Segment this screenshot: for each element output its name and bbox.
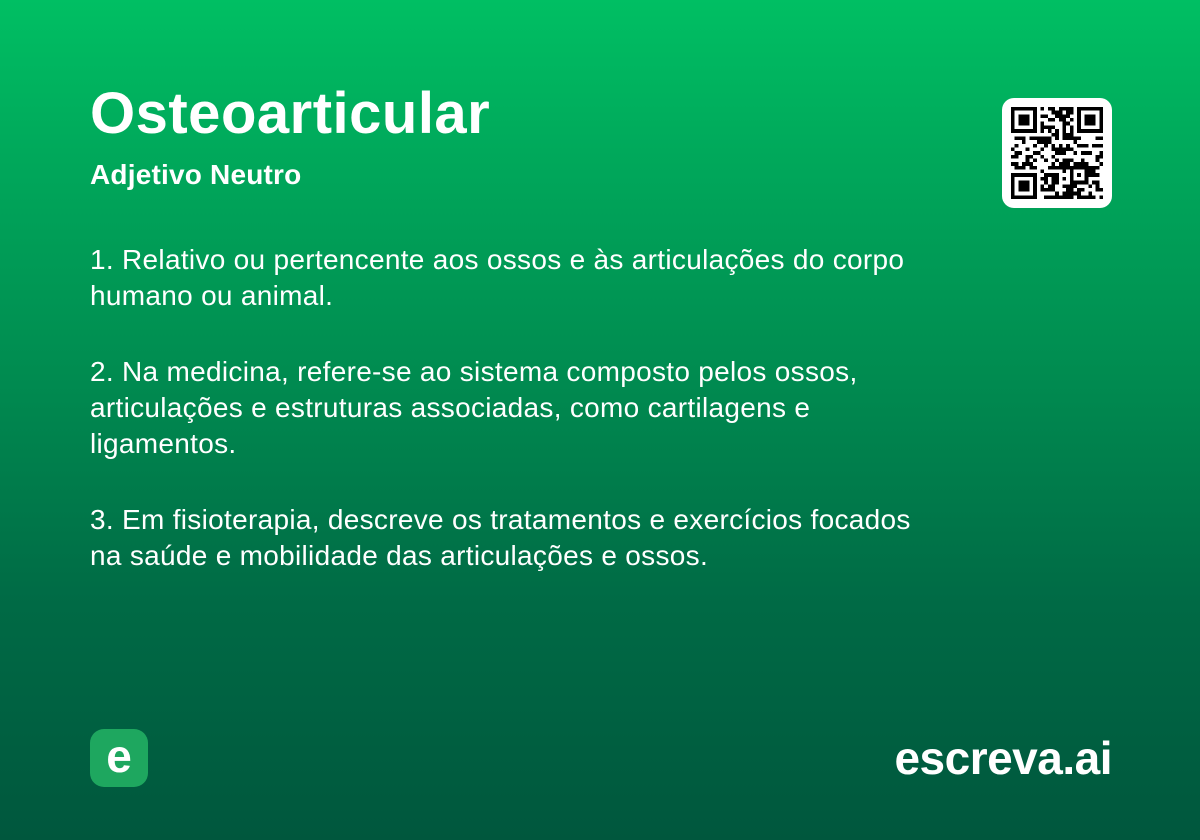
word-class-label: Adjetivo Neutro [90, 158, 302, 190]
definition-line: 3. Em fisioterapia, descreve os tratamentos e exercícios focados [90, 504, 911, 535]
title-block [90, 81, 491, 191]
page-title: Osteoarticular [90, 81, 491, 146]
definition-paragraph [90, 502, 1110, 574]
definition-line: 2. Na medicina, refere-se ao sistema composto pelos ossos, [90, 356, 858, 387]
footer [90, 728, 1112, 788]
brand-wordmark: escreva.ai [894, 732, 1112, 784]
definition-line: humano ou animal. [90, 280, 334, 311]
definition-line: na saúde e mobilidade das articulações e ossos. [90, 540, 709, 571]
definition-line: articulações e estruturas associadas, como cartilagens e [90, 392, 811, 423]
definitions-list [90, 242, 1110, 614]
definition-paragraph [90, 354, 1110, 462]
definition-line: ligamentos. [90, 428, 237, 459]
definition-paragraph [90, 242, 1110, 314]
qr-code-icon [1002, 98, 1112, 208]
definition-line: 1. Relativo ou pertencente aos ossos e às articulações do corpo [90, 244, 905, 275]
brand-logo-letter: e [106, 730, 132, 782]
brand-logo-icon [90, 729, 148, 787]
